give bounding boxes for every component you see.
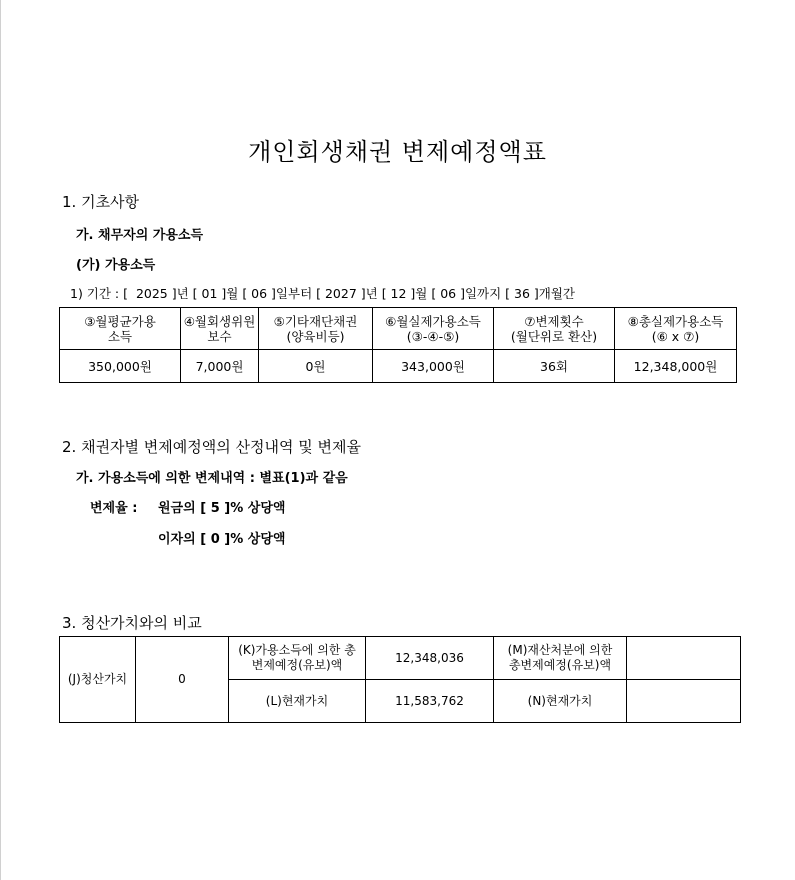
start-month: 01 [201, 286, 218, 301]
j-value-cell: 0 [136, 637, 229, 723]
principal-rate-line: 원금의 [ 5 ]% 상당액 [158, 501, 286, 516]
value-cell: 7,000원 [181, 350, 259, 383]
k-value-cell: 12,348,036 [366, 637, 494, 680]
comparison-row-1 [60, 637, 741, 680]
section1-sub-a1: (가) 가용소득 [76, 258, 156, 273]
income-table-header-row [60, 308, 737, 350]
header-cell: ④월회생위원 보수 [181, 308, 259, 350]
end-month: 12 [390, 286, 407, 301]
n-label-cell: (N)현재가치 [494, 680, 627, 723]
header-cell: ③월평균가용 소득 [60, 308, 181, 350]
value-cell: 350,000원 [60, 350, 181, 383]
start-year: 2025 [135, 286, 168, 301]
interest-rate-line: 이자의 [ 0 ]% 상당액 [158, 532, 286, 547]
header-cell: ⑥월실제가용소득 (③-④-⑤) [373, 308, 494, 350]
section2-sub-a: 가. 가용소득에 의한 변제내역 : 별표(1)과 같음 [76, 471, 348, 486]
header-cell: ⑧총실제가용소득 (⑥ x ⑦) [615, 308, 737, 350]
section1-sub-a: 가. 채무자의 가용소득 [76, 228, 204, 243]
value-cell: 343,000원 [373, 350, 494, 383]
period-line: 1) 기간 : [ 2025 ]년 [ 01 ]월 [ 06 ]일부터 [ 2027 ]년 [ 12 ]월 [ 06 ]일까지 [ 36 ]개월간 [70, 286, 576, 301]
comparison-table [59, 636, 741, 723]
value-cell: 0원 [259, 350, 373, 383]
header-cell: ⑤기타재단채권 (양육비등) [259, 308, 373, 350]
interest-rate: 0 [210, 532, 220, 547]
l-label-cell: (L)현재가치 [229, 680, 366, 723]
m-label-cell: (M)재산처분에 의한 총변제예정(유보)액 [494, 637, 627, 680]
k-label-cell: (K)가용소득에 의한 총 변제예정(유보)액 [229, 637, 366, 680]
n-value-cell [627, 680, 741, 723]
section2-heading: 2. 채권자별 변제예정액의 산정내역 및 변제율 [62, 438, 361, 456]
value-cell: 12,348,000원 [615, 350, 737, 383]
period-prefix: 1) 기간 : [ [70, 286, 128, 301]
section3-heading: 3. 청산가치와의 비교 [62, 614, 202, 632]
period-months: 36 [514, 286, 530, 301]
m-value-cell [627, 637, 741, 680]
j-label-cell: (J)청산가치 [60, 637, 136, 723]
income-table-value-row [60, 350, 737, 383]
section1-heading: 1. 기초사항 [62, 193, 140, 211]
end-year: 2027 [324, 286, 357, 301]
header-cell: ⑦변제횟수 (월단위로 환산) [494, 308, 615, 350]
value-cell: 36회 [494, 350, 615, 383]
period-suffix: ]개월간 [533, 286, 576, 301]
principal-rate: 5 [210, 501, 220, 516]
l-value-cell: 11,583,762 [366, 680, 494, 723]
income-table [59, 307, 737, 383]
start-day: 06 [251, 286, 268, 301]
rate-label: 변제율 : [90, 501, 138, 516]
end-day: 06 [440, 286, 457, 301]
page-title: 개인회생채권 변제예정액표 [248, 138, 547, 166]
